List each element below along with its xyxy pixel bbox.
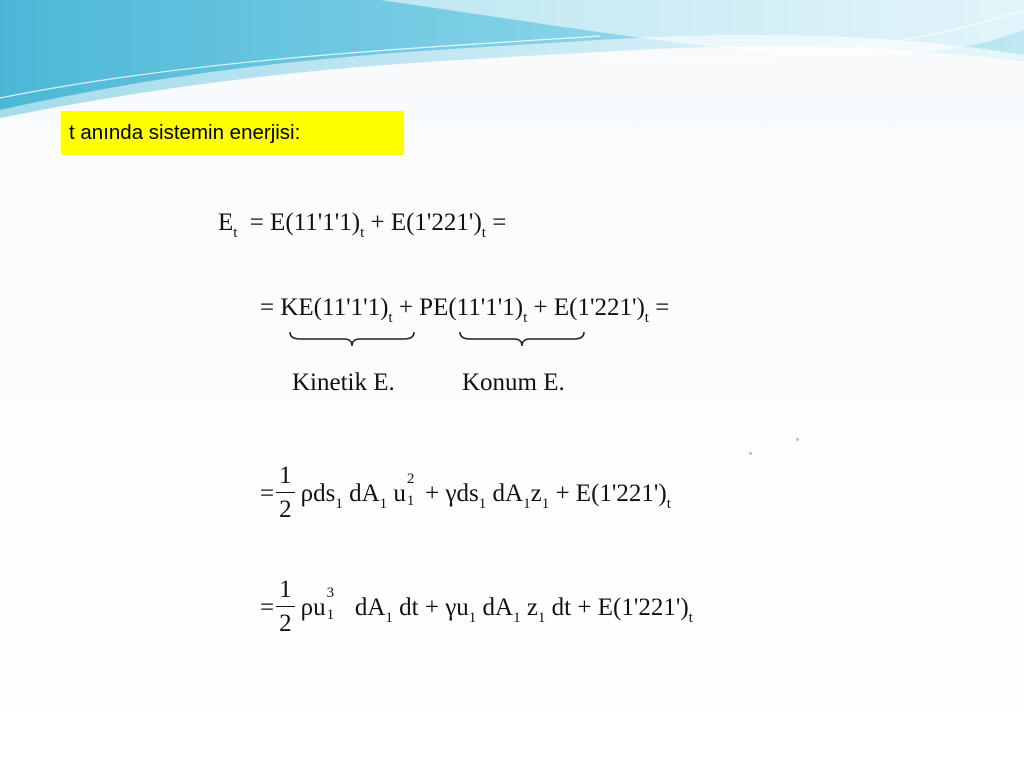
eq1-lhs-sub: t	[233, 224, 238, 241]
eq4-u-sup: 3	[326, 584, 335, 601]
eq1-sub-a: t	[360, 224, 365, 241]
equation-line-4	[260, 576, 693, 639]
equation-line-1	[218, 209, 507, 241]
eq3-sub-1: 1	[335, 495, 343, 512]
eq4-sub-5: t	[688, 609, 693, 626]
equation-line-3	[260, 462, 671, 525]
eq3-sub-6: t	[666, 495, 671, 512]
eq1-term-b: + E(1'221')	[364, 209, 482, 236]
eq2-potential-term: + PE(11'1'1)	[392, 294, 524, 321]
eq4-z: z	[520, 594, 538, 622]
eq3-dA: dA	[342, 480, 380, 508]
eq1-equals: =	[485, 209, 507, 236]
eq4-equals: =	[260, 594, 275, 622]
eq4-u-sub: 1	[326, 606, 335, 623]
eq3-denominator: 2	[276, 492, 295, 522]
eq3-equals: =	[260, 480, 275, 508]
eq2-sub-a: t	[388, 309, 393, 326]
eq4-denominator: 2	[276, 606, 295, 636]
eq4-u-scripts	[326, 584, 339, 630]
eq4-dA2: dA	[476, 594, 514, 622]
eq4-dt-gamma-u: dt + γu	[392, 594, 469, 622]
eq3-numerator: 1	[279, 462, 292, 489]
scan-dot	[796, 438, 799, 441]
potential-energy-label: Konum E.	[462, 369, 565, 396]
eq3-z: z	[530, 480, 542, 508]
slide-title: t anında sistemin enerjisi:	[61, 111, 404, 155]
eq3-sub-5: 1	[541, 495, 550, 512]
eq4-sub-1: 1	[385, 609, 393, 626]
eq3-fraction	[276, 463, 295, 522]
eq4-fraction	[276, 577, 295, 636]
eq4-dA: dA	[348, 594, 386, 622]
eq4-sub-2: 1	[468, 609, 477, 626]
eq2-sub-c: t	[644, 309, 649, 326]
potential-underbrace	[458, 330, 586, 348]
eq4-term-e: dt + E(1'221')	[545, 594, 689, 622]
eq3-rho-ds: ρds	[300, 480, 336, 508]
kinetic-energy-label: Kinetik E.	[292, 369, 395, 396]
eq4-numerator: 1	[279, 576, 292, 603]
eq1-lhs: E	[218, 209, 234, 236]
eq3-term-e: + E(1'221')	[549, 480, 667, 508]
eq2-equals: =	[648, 294, 670, 321]
eq2-sub-b: t	[523, 309, 528, 326]
eq3-u: u	[387, 480, 406, 508]
equation-line-2	[260, 294, 670, 326]
eq4-rho-u: ρu	[300, 594, 326, 622]
eq3-sub-4: 1	[523, 495, 531, 512]
eq3-sub-2: 1	[379, 495, 388, 512]
eq3-sub-3: 1	[478, 495, 487, 512]
eq1-term-a: = E(11'1'1)	[243, 209, 361, 236]
eq3-u-sup: 2	[406, 470, 415, 487]
eq3-u-scripts	[406, 470, 419, 516]
eq3-u-sub: 1	[406, 492, 415, 509]
eq3-dA2: dA	[486, 480, 524, 508]
eq2-term-c: + E(1'221')	[527, 294, 645, 321]
eq1-sub-b: t	[481, 224, 486, 241]
eq4-sub-4: 1	[537, 609, 546, 626]
kinetic-underbrace	[288, 330, 416, 348]
eq3-gamma-ds: + γds	[418, 480, 479, 508]
eq4-sub-3: 1	[513, 609, 521, 626]
scan-dot	[749, 452, 752, 455]
eq2-kinetic-term: = KE(11'1'1)	[260, 294, 389, 321]
